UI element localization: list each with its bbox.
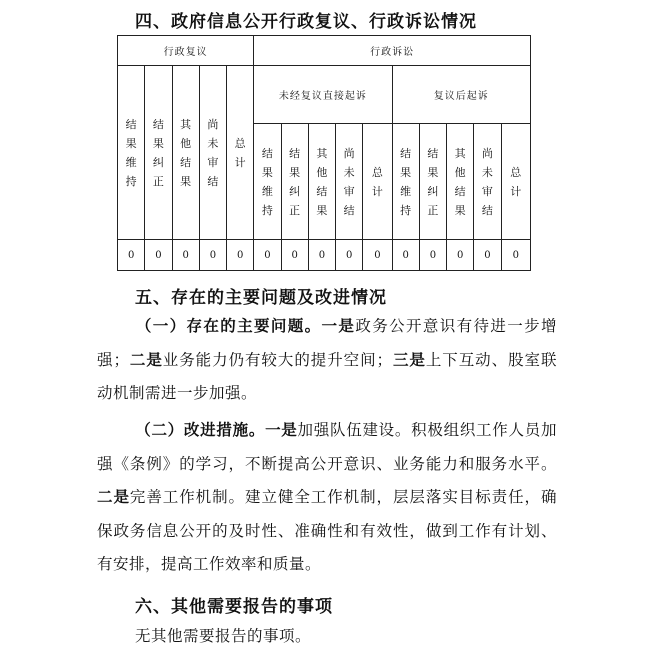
- marker-second: 二是: [97, 488, 130, 506]
- review-col-total: 总计: [227, 66, 254, 240]
- marker-first: 一是: [265, 421, 298, 439]
- after-col-upheld: 结果维持: [392, 124, 419, 240]
- review-col-other: 其他结果: [172, 66, 199, 240]
- marker-third: 三是: [392, 350, 426, 369]
- marker-second: 二是: [129, 350, 163, 369]
- value-cell: 0: [501, 240, 530, 271]
- direct-col-upheld: 结果维持: [254, 124, 281, 240]
- problem-3: 上下互动、股室联动机制需进一步加强。: [97, 350, 557, 402]
- direct-col-other: 其他结果: [308, 124, 335, 240]
- value-cell: 0: [447, 240, 474, 271]
- value-cell: 0: [254, 240, 281, 271]
- review-col-corrected: 结果纠正: [145, 66, 172, 240]
- direct-col-pending: 尚未审结: [336, 124, 363, 240]
- after-col-corrected: 结果纠正: [419, 124, 446, 240]
- admin-review-header: 行政复议: [118, 36, 254, 66]
- value-cell: 0: [392, 240, 419, 271]
- measure-2: 完善工作机制。建立健全工作机制，层层落实目标责任，确保政务信息公开的及时性、准确性和有效性，做到工作有计划、有安排，提高工作效率和质量。: [97, 488, 557, 573]
- other-matters-text: 无其他需要报告的事项。: [135, 627, 312, 645]
- value-cell: 0: [145, 240, 172, 271]
- measures-lead: （二）改进措施。: [135, 421, 266, 439]
- problem-1: 政务公开意识有待进一步增强；: [97, 317, 557, 369]
- value-cell: 0: [227, 240, 254, 271]
- review-col-upheld: 结果维持: [118, 66, 145, 240]
- review-col-pending: 尚未审结: [199, 66, 226, 240]
- problems-paragraph: [97, 310, 557, 411]
- review-litigation-table: [117, 35, 531, 271]
- value-cell: 0: [308, 240, 335, 271]
- value-cell: 0: [336, 240, 363, 271]
- problem-2: 业务能力仍有较大的提升空间；: [162, 350, 393, 369]
- value-cell: 0: [281, 240, 308, 271]
- value-cell: 0: [172, 240, 199, 271]
- after-col-pending: 尚未审结: [474, 124, 501, 240]
- direct-suit-header: 未经复议直接起诉: [254, 66, 392, 124]
- after-review-suit-header: 复议后起诉: [392, 66, 530, 124]
- after-col-other: 其他结果: [447, 124, 474, 240]
- problems-lead: （一）存在的主要问题。: [135, 317, 322, 335]
- section-4-heading: 四、政府信息公开行政复议、行政诉讼情况: [135, 12, 477, 32]
- litigation-header: 行政诉讼: [254, 36, 531, 66]
- value-cell: 0: [199, 240, 226, 271]
- value-cell: 0: [363, 240, 392, 271]
- direct-col-total: 总计: [363, 124, 392, 240]
- value-cell: 0: [474, 240, 501, 271]
- after-col-total: 总计: [501, 124, 530, 240]
- measures-paragraph: [97, 414, 557, 582]
- section-6-heading: 六、其他需要报告的事项: [135, 597, 333, 617]
- direct-col-corrected: 结果纠正: [281, 124, 308, 240]
- section-5-heading: 五、存在的主要问题及改进情况: [135, 288, 387, 308]
- marker-first: 一是: [321, 317, 356, 335]
- measure-1: 加强队伍建设。积极组织工作人员加强《条例》的学习，不断提高公开意识、业务能力和服务水平。: [97, 421, 557, 473]
- value-cell: 0: [118, 240, 145, 271]
- value-cell: 0: [419, 240, 446, 271]
